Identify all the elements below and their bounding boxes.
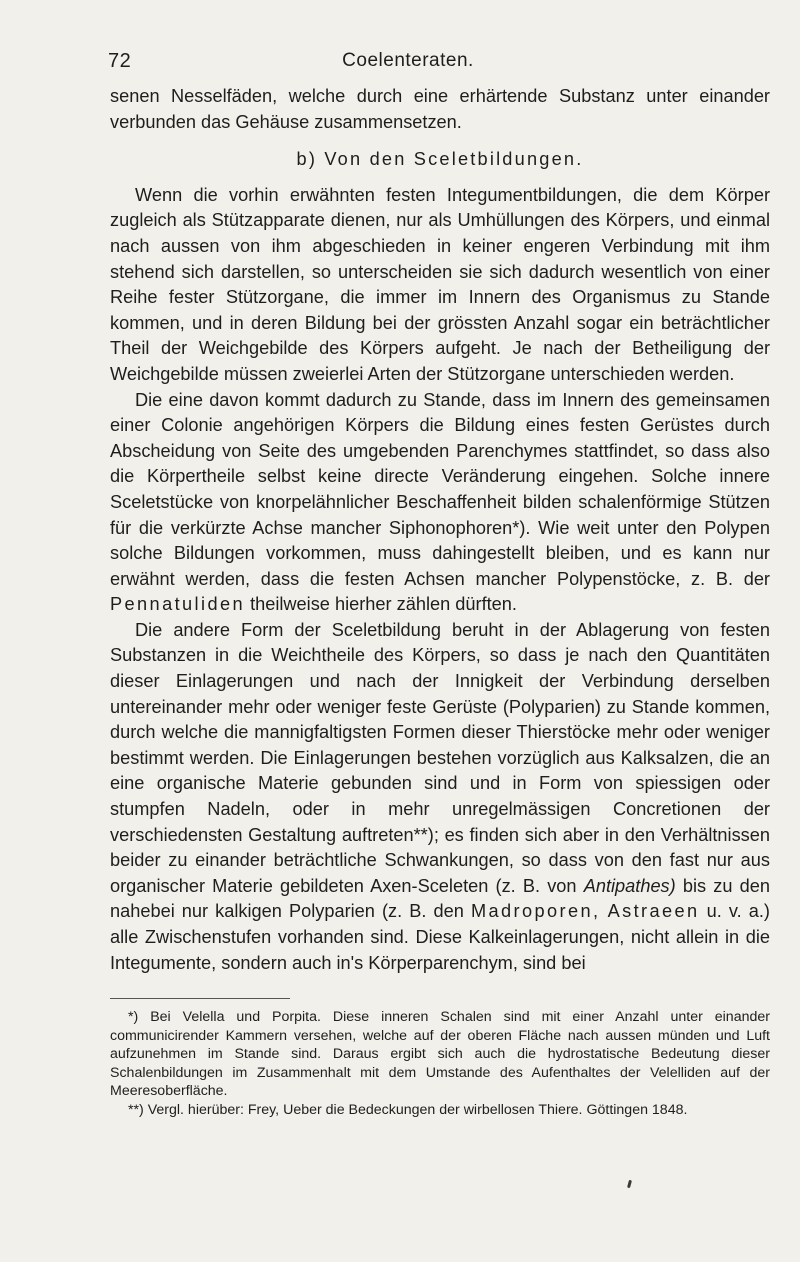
term-antipathes: Antipathes): [583, 875, 676, 896]
footnote-divider: [110, 998, 290, 999]
term-pennatuliden: Pennatuliden: [110, 594, 245, 615]
paragraph-3: [110, 618, 770, 976]
ink-speck: [627, 1180, 632, 1189]
paragraph-1: Wenn die vorhin erwähnten festen Integumentbildungen, die dem Körper zugleich als Stützapparate dienen, nur als Umhüllungen des Körpers, und einmal nach aussen von ihm abgeschieden in keiner engeren Verbindung mit ihm stehend sich darstellen, so unterscheiden sie sich dadurch wesentlich von einer Reihe fester Stützorgane, die immer im Innern des Organismus zu Stande kommen, und in deren Bildung bei der grössten Anzahl sogar ein beträchtlicher Theil der Weichgebilde des Körpers aufgeht. Je nach der Betheiligung der Weichgebilde müssen zweierlei Arten der Stützorgane unterschieden werden.: [110, 184, 770, 384]
term-astraeen: Astraeen: [607, 901, 700, 922]
running-head: Coelenteraten.: [342, 50, 474, 71]
paragraph-3-text-a: Die andere Form der Sceletbildung beruht in der Ablagerung von festen Substanzen in die Weichtheile des Körpers, so dass je nach den Quantitäten dieser Einlagerungen und nach der Innigkeit der Verbindung derselben untereinander mehr oder weniger feste Gerüste (Polyparien) zu Stande kommen, durch welche die mannigfaltigsten Formen dieser Thierstöcke mehr oder weniger bestimmt werden. Die Einlagerungen bestehen vorzüglich aus Kalksalzen, die an eine organische Materie gebunden sind und in Form von spiessigen oder stumpfen Nadeln, oder in mehr unregelmässigen Concretionen der verschiedensten Gestaltung auftreten**); es finden sich aber in den Verhältnissen beider zu einander beträchtliche Schwankungen, so dass von den fast nur aus organischer Materie gebildeten Axen-Sceleten (z. B. von: [110, 619, 770, 896]
page-header: [108, 50, 708, 74]
footnotes: [110, 1008, 770, 1120]
page-number: 72: [108, 50, 132, 72]
footnote-1: *) Bei Velella und Porpita. Diese inneren Schalen sind mit einer Anzahl unter einander communicirender Kammern versehen, welche auf der oberen Fläche nach aussen münden und Luft aufzunehmen im Stande sind. Daraus ergibt sich auch die hydrostatische Bedeutung dieser Schalenbildungen im Zusammenhalt mit dem Umstande des Aufenthaltes der Velelliden auf der Meeresoberfläche.: [110, 1009, 770, 1100]
footnote-2: **) Vergl. hierüber: Frey, Ueber die Bedeckungen der wirbellosen Thiere. Göttingen 1848.: [128, 1101, 688, 1118]
paragraph-2-text-a: Die eine davon kommt dadurch zu Stande, dass im Innern des gemeinsamen einer Colonie angehörigen Körpers die Bildung eines festen Gerüstes durch Abscheidung von Seite des umgebenden Parenchymes stattfindet, so dass also die Körpertheile selbst keine directe Veränderung eingehen. Solche innere Sceletstücke von knorpelähnlicher Beschaffenheit bilden schalenförmige Stützen für die verkürzte Achse mancher Siphonophoren*). Wie weit unter den Polypen solche Bildungen vorkommen, muss dahingestellt bleiben, und es kann nur erwähnt werden, dass die festen Achsen mancher Polypenstöcke, z. B. der: [110, 389, 770, 589]
paragraph-3-text-b: bis zu den nahebei nur kalkigen Polyparien (z. B. den: [110, 875, 770, 922]
section-heading: b) Von den Sceletbildungen.: [296, 149, 584, 170]
paragraph-2: [110, 388, 770, 618]
paragraph-2-text-b: theilweise hierher zählen dürften.: [250, 594, 517, 615]
term-madroporen: Madroporen,: [470, 901, 601, 922]
main-text: [110, 84, 770, 976]
paragraph-continuation: senen Nesselfäden, welche durch eine erhärtende Substanz unter einander verbunden das Gehäuse zusammensetzen.: [110, 86, 770, 132]
paragraph-3-text-c: u. v. a.) alle Zwischenstufen vorhanden sind. Diese Kalkeinlagerungen, nicht allein in die Integumente, sondern auch in's Körperparenchym, sind bei: [110, 901, 770, 973]
